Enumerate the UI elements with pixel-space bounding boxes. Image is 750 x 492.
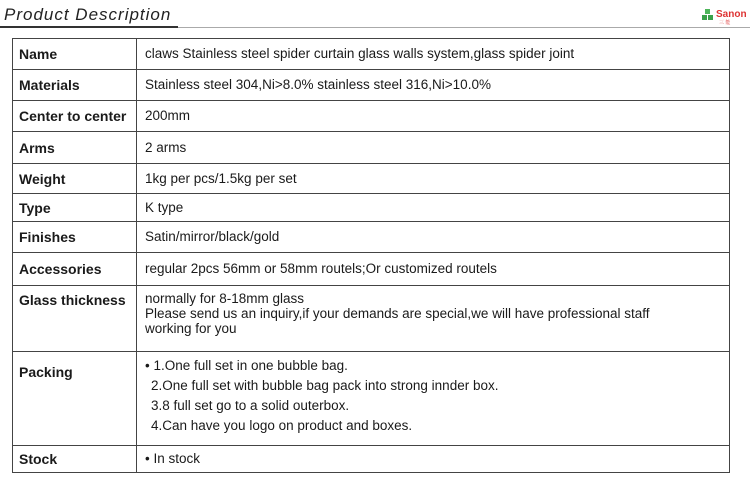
title-bar [0, 0, 750, 32]
table-row [13, 194, 730, 222]
title-underline [0, 26, 178, 28]
table-row [13, 132, 730, 164]
table-row [13, 70, 730, 101]
row-label: Center to center [13, 101, 137, 132]
logo-square-icon [708, 15, 713, 20]
table-row [13, 286, 730, 352]
row-label: Arms [13, 132, 137, 164]
row-label: Glass thickness [13, 286, 137, 352]
table-row [13, 253, 730, 286]
brand-logo [702, 8, 748, 26]
row-value: 2 arms [137, 132, 730, 164]
row-label: Finishes [13, 222, 137, 253]
logo-subtext: 三 能 [719, 20, 731, 26]
value-line: working for you [145, 321, 237, 336]
logo-square-icon [705, 9, 710, 14]
row-label: Packing [13, 352, 137, 446]
row-label: Name [13, 39, 137, 70]
row-value [137, 286, 730, 352]
row-label: Materials [13, 70, 137, 101]
table-row [13, 222, 730, 253]
value-line: • 1.One full set in one bubble bag. [145, 358, 348, 373]
row-label: Weight [13, 164, 137, 194]
value-line: 2.One full set with bubble bag pack into strong innder box. [151, 378, 499, 393]
title-divider [178, 27, 750, 28]
row-value: • In stock [137, 446, 730, 473]
table-row [13, 352, 730, 446]
value-line: 3.8 full set go to a solid outerbox. [151, 398, 350, 413]
row-value: Stainless steel 304,Ni>8.0% stainless steel 316,Ni>10.0% [137, 70, 730, 101]
row-label: Accessories [13, 253, 137, 286]
value-line: normally for 8-18mm glass [145, 291, 305, 306]
row-value: regular 2pcs 56mm or 58mm routels;Or customized routels [137, 253, 730, 286]
logo-square-icon [702, 15, 707, 20]
row-label: Type [13, 194, 137, 222]
row-label: Stock [13, 446, 137, 473]
row-value: 200mm [137, 101, 730, 132]
row-value: K type [137, 194, 730, 222]
spec-table [12, 38, 730, 473]
value-line: Please send us an inquiry,if your demands are special,we will have professional staff [145, 306, 650, 321]
logo-text: Sanon [716, 9, 747, 20]
table-row [13, 39, 730, 70]
row-value [137, 352, 730, 446]
row-value: Satin/mirror/black/gold [137, 222, 730, 253]
page-title: Product Description [4, 5, 172, 24]
table-row [13, 101, 730, 132]
row-value: claws Stainless steel spider curtain glass walls system,glass spider joint [137, 39, 730, 70]
table-row [13, 446, 730, 473]
row-value: 1kg per pcs/1.5kg per set [137, 164, 730, 194]
value-line: 4.Can have you logo on product and boxes. [151, 418, 413, 433]
table-row [13, 164, 730, 194]
